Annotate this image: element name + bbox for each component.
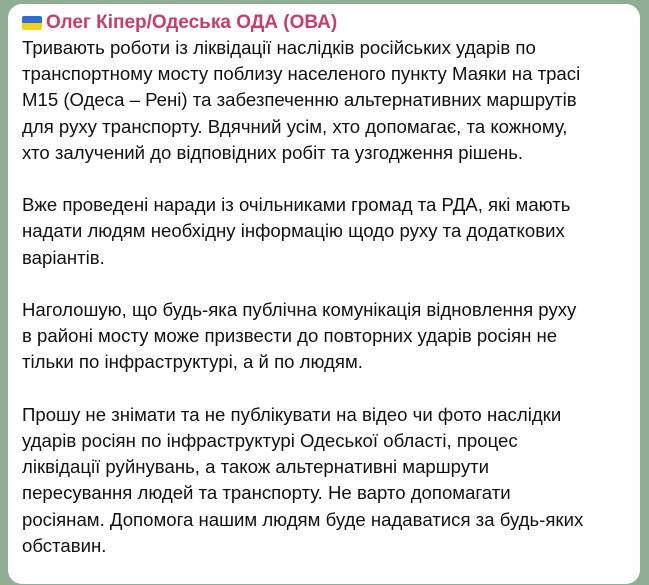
message-paragraph: Прошу не знімати та не публікувати на відео чи фото наслідки ударів росіян по інфраструктурі Одеської області, процес ліквідації руйнувань, а також альтернативні маршрути пересування людей та транспорту. Не варто допомагати росіянам. Допомога нашим людям буде надаватися за будь-яких обставин. [22,403,584,556]
message-paragraph: Вже проведені наради із очільниками громад та РДА, які мають надати людям необхідну інформацію щодо руху та додаткових варіантів. [22,194,571,268]
message-header [22,10,337,36]
sender-name[interactable]: Олег Кіпер/Одеська ОДА (ОВА) [46,12,338,33]
message-paragraph: Тривають роботи із ліквідації наслідків російських ударів по транспортному мосту поблизу населеного пункту Маяки на трасі М15 (Одеса – Рені) та забезпеченню альтернативних маршрутів для руху транспорту. Вдячний усім, хто допомагає, та кожному, хто залучений до відповідних робіт та узгодження рішень. [22,37,581,163]
message-paragraph: Наголошую, що будь-яка публічна комунікація відновлення руху в районі мосту може призвести до повторних ударів росіян не тільки по інфраструктурі, а й по людям. [22,299,577,373]
message-text [22,35,637,585]
ukraine-flag-icon [22,16,42,30]
